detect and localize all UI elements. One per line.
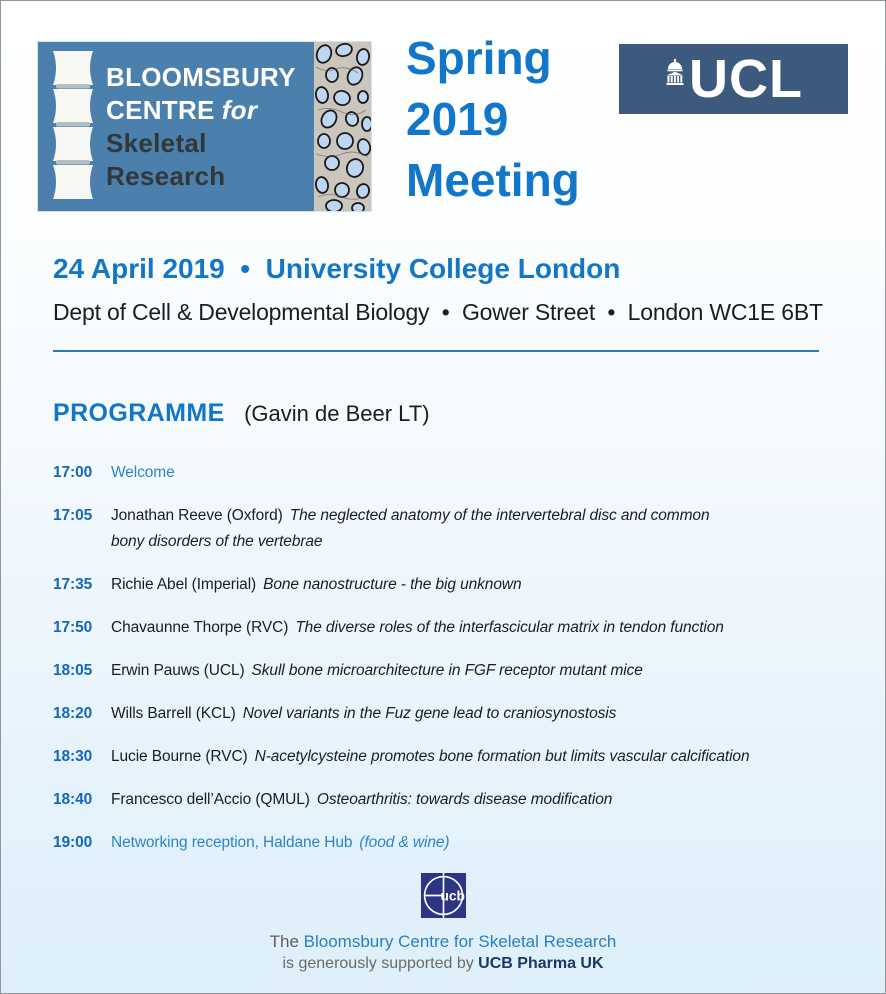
item-talk-title: Bone nanostructure - the big unknown bbox=[263, 576, 522, 593]
ucb-pharma-logo bbox=[421, 873, 466, 918]
title-line-3: Meeting bbox=[406, 154, 580, 206]
event-title bbox=[406, 28, 580, 211]
programme-header bbox=[53, 399, 843, 428]
programme-heading: PROGRAMME bbox=[53, 399, 225, 427]
item-description bbox=[111, 701, 813, 727]
item-description bbox=[111, 615, 813, 641]
item-time: 18:20 bbox=[53, 705, 93, 722]
bcsr-logo-text bbox=[106, 61, 296, 193]
item-talk-title: Osteoarthritis: towards disease modification bbox=[316, 791, 613, 808]
divider-rule bbox=[53, 350, 819, 352]
item-description bbox=[111, 460, 813, 486]
item-speaker: Erwin Pauws (UCL) bbox=[111, 662, 245, 679]
item-description bbox=[111, 658, 813, 684]
ucb-logo-text: ucb bbox=[439, 888, 465, 904]
bcsr-logo bbox=[38, 42, 371, 211]
item-talk-title: Novel variants in the Fuz gene lead to craniosynostosis bbox=[242, 705, 617, 722]
programme-item bbox=[53, 787, 813, 813]
item-speaker: Networking reception, Haldane Hub bbox=[111, 834, 353, 851]
programme-item bbox=[53, 701, 813, 727]
bcsr-logo-panel bbox=[38, 42, 314, 211]
item-time: 18:30 bbox=[53, 748, 93, 765]
ucl-wordmark: UCL bbox=[689, 49, 803, 109]
programme-venue: (Gavin de Beer LT) bbox=[244, 401, 430, 426]
title-line-1: Spring bbox=[406, 32, 552, 84]
item-time: 17:05 bbox=[53, 507, 93, 524]
programme-item bbox=[53, 830, 813, 856]
item-time: 17:00 bbox=[53, 464, 93, 481]
programme-item bbox=[53, 615, 813, 641]
item-speaker: Chavaunne Thorpe (RVC) bbox=[111, 619, 289, 636]
item-speaker: Wills Barrell (KCL) bbox=[111, 705, 236, 722]
programme-item bbox=[53, 744, 813, 770]
item-talk-title: Skull bone microarchitecture in FGF receptor mutant mice bbox=[251, 662, 643, 679]
bcsr-line4: Research bbox=[106, 160, 226, 191]
item-talk-title: (food & wine) bbox=[359, 834, 450, 851]
programme-item bbox=[53, 658, 813, 684]
item-talk-title: N-acetylcysteine promotes bone formation but limits vascular calcification bbox=[254, 748, 750, 765]
programme-item bbox=[53, 572, 813, 598]
item-description bbox=[111, 787, 813, 813]
item-talk-title: The neglected anatomy of the intervertebral disc and common bbox=[289, 507, 710, 524]
item-speaker: Welcome bbox=[111, 464, 175, 481]
portico-building-icon bbox=[664, 59, 686, 85]
trabecular-bone-image bbox=[314, 42, 371, 211]
programme-item bbox=[53, 460, 813, 486]
item-time: 17:35 bbox=[53, 576, 93, 593]
item-time: 18:40 bbox=[53, 791, 93, 808]
event-date-line: 24 April 2019 • University College London bbox=[53, 253, 621, 284]
item-description bbox=[111, 572, 813, 598]
item-speaker: Richie Abel (Imperial) bbox=[111, 576, 257, 593]
bcsr-name-text: Bloomsbury Centre for Skeletal Research bbox=[303, 932, 617, 951]
item-description bbox=[111, 830, 813, 856]
item-description bbox=[111, 744, 813, 770]
bcsr-line2: CENTRE for bbox=[106, 94, 258, 125]
ucl-logo bbox=[619, 44, 848, 114]
item-speaker: Jonathan Reeve (Oxford) bbox=[111, 507, 283, 524]
item-talk-title: The diverse roles of the interfascicular matrix in tendon function bbox=[295, 619, 724, 636]
bcsr-line1: BLOOMSBURY bbox=[106, 61, 296, 92]
bcsr-line3: Skeletal bbox=[106, 127, 207, 158]
item-time: 17:50 bbox=[53, 619, 93, 636]
item-talk-title-continued: bony disorders of the vertebrae bbox=[111, 533, 323, 550]
event-address-line: Dept of Cell & Developmental Biology • Gower Street • London WC1E 6BT bbox=[53, 299, 823, 325]
event-info bbox=[53, 253, 835, 352]
item-description bbox=[111, 503, 813, 555]
item-time: 18:05 bbox=[53, 662, 93, 679]
footer-line-2: is generously supported by UCB Pharma UK bbox=[282, 955, 604, 972]
vertebrae-spine-icon bbox=[50, 51, 96, 203]
item-speaker: Francesco dell’Accio (QMUL) bbox=[111, 791, 310, 808]
programme-list bbox=[53, 460, 843, 856]
programme-section bbox=[53, 399, 843, 873]
footer-line-1: The Bloomsbury Centre for Skeletal Research bbox=[269, 932, 617, 951]
programme-item bbox=[53, 503, 813, 555]
title-line-2: 2019 bbox=[406, 93, 509, 145]
item-speaker: Lucie Bourne (RVC) bbox=[111, 748, 248, 765]
footer bbox=[1, 873, 885, 973]
sponsor-name-text: UCB Pharma UK bbox=[478, 955, 604, 972]
item-time: 19:00 bbox=[53, 834, 93, 851]
